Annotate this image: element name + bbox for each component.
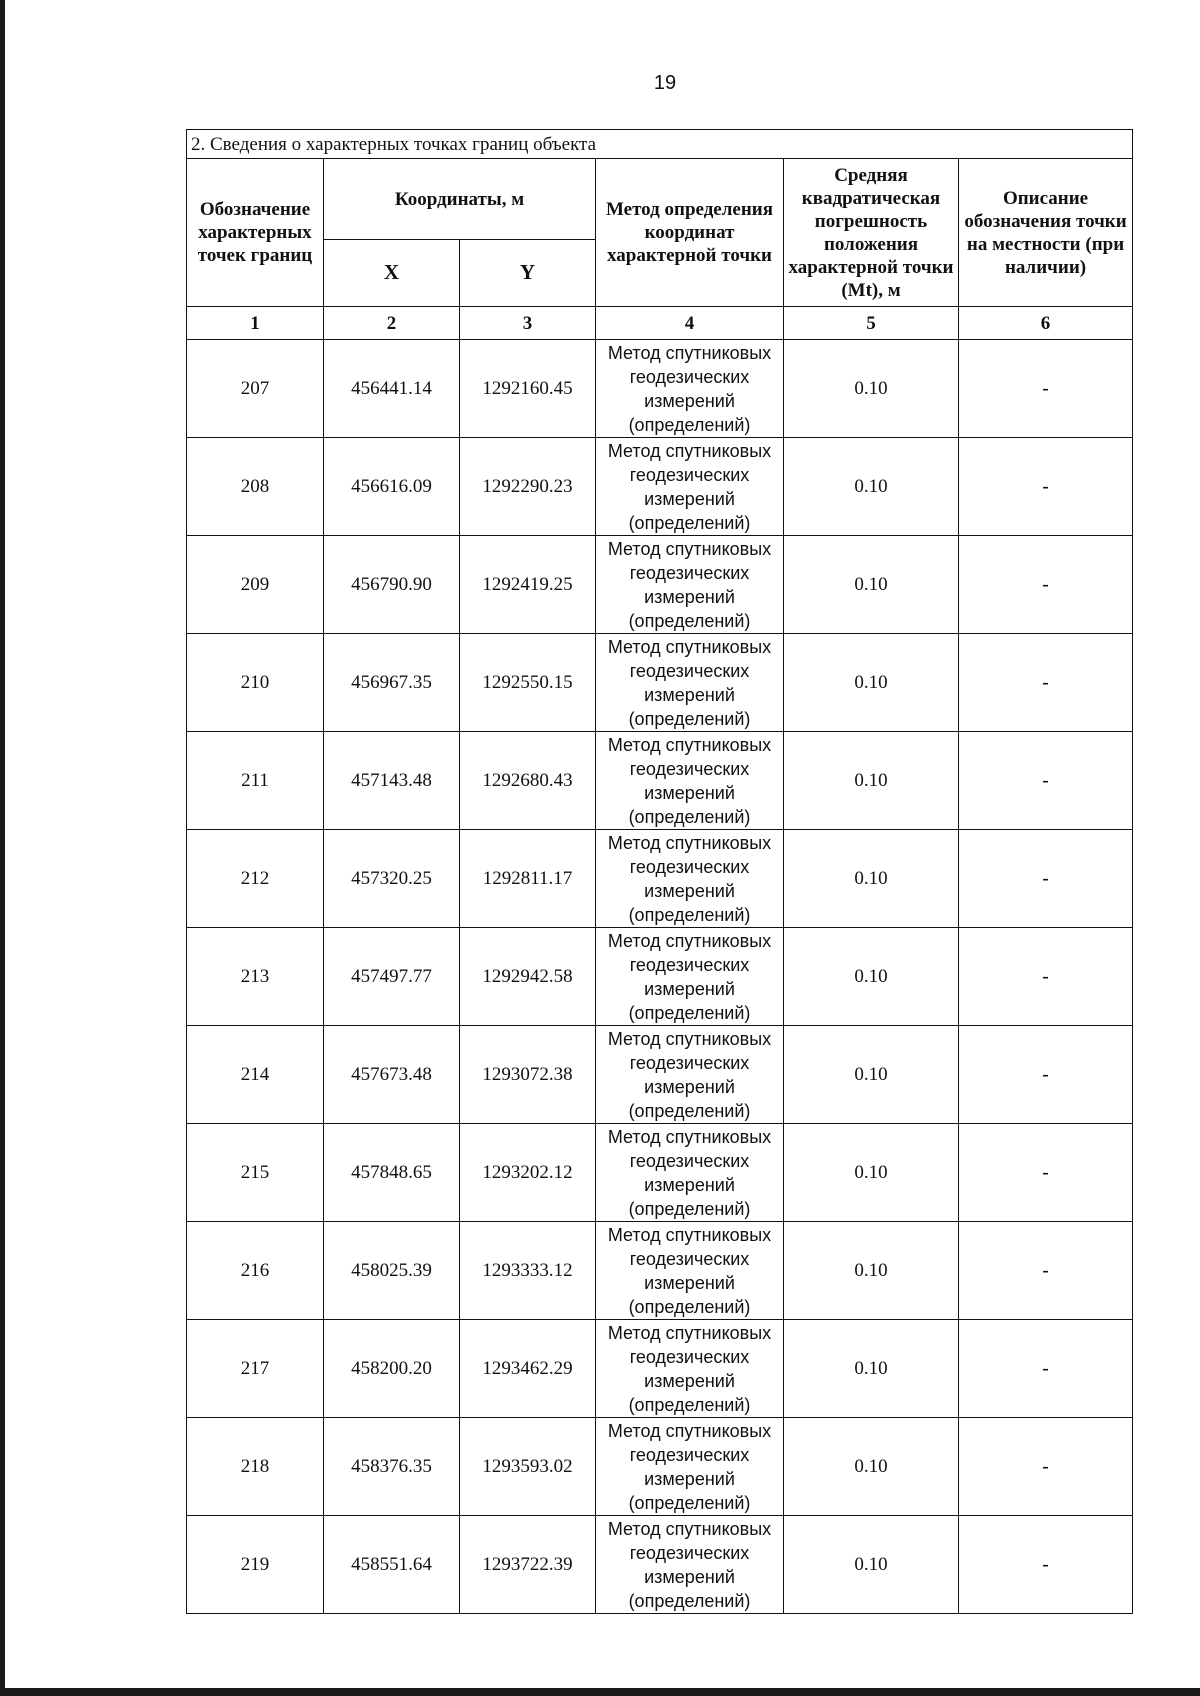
description-cell: - [959, 1124, 1133, 1222]
point-id: 217 [187, 1320, 324, 1418]
header-x-label: X [383, 260, 400, 284]
coord-x: 458376.35 [324, 1418, 460, 1516]
header-point-designation: Обозначение характерных точек границ [187, 159, 324, 307]
coord-x: 457143.48 [324, 732, 460, 830]
description-cell: - [959, 1320, 1133, 1418]
mean-error: 0.10 [784, 438, 959, 536]
coord-y: 1293593.02 [460, 1418, 596, 1516]
method-cell: Метод спутниковых геодезических измерений (определений) [596, 438, 784, 536]
point-id: 214 [187, 1026, 324, 1124]
coord-y: 1292290.23 [460, 438, 596, 536]
mean-error: 0.10 [784, 1516, 959, 1614]
coord-x: 457673.48 [324, 1026, 460, 1124]
boundary-points-table [186, 129, 1133, 1614]
column-number: 3 [460, 307, 596, 340]
table-row [187, 1516, 1133, 1614]
coord-x: 458551.64 [324, 1516, 460, 1614]
table-row [187, 1124, 1133, 1222]
coord-x: 458025.39 [324, 1222, 460, 1320]
method-cell: Метод спутниковых геодезических измерений (определений) [596, 928, 784, 1026]
table-row [187, 340, 1133, 438]
coord-y: 1292811.17 [460, 830, 596, 928]
description-cell: - [959, 1418, 1133, 1516]
point-id: 207 [187, 340, 324, 438]
table-row [187, 1320, 1133, 1418]
column-number: 5 [784, 307, 959, 340]
coord-y: 1293072.38 [460, 1026, 596, 1124]
coord-x: 456441.14 [324, 340, 460, 438]
mean-error: 0.10 [784, 1124, 959, 1222]
coord-y: 1293462.29 [460, 1320, 596, 1418]
header-description: Описание обозначения точки на местности (при наличии) [959, 159, 1133, 307]
description-cell: - [959, 536, 1133, 634]
coord-x: 456616.09 [324, 438, 460, 536]
description-cell: - [959, 634, 1133, 732]
column-number: 6 [959, 307, 1133, 340]
point-id: 208 [187, 438, 324, 536]
header-coordinates: Координаты, м [324, 159, 596, 240]
description-cell: - [959, 1222, 1133, 1320]
method-cell: Метод спутниковых геодезических измерений (определений) [596, 732, 784, 830]
method-cell: Метод спутниковых геодезических измерений (определений) [596, 1516, 784, 1614]
method-cell: Метод спутниковых геодезических измерений (определений) [596, 340, 784, 438]
header-y [460, 240, 596, 307]
method-cell: Метод спутниковых геодезических измерений (определений) [596, 634, 784, 732]
mean-error: 0.10 [784, 1320, 959, 1418]
method-cell: Метод спутниковых геодезических измерений (определений) [596, 1222, 784, 1320]
method-cell: Метод спутниковых геодезических измерений (определений) [596, 1418, 784, 1516]
coord-y: 1292680.43 [460, 732, 596, 830]
point-id: 211 [187, 732, 324, 830]
mean-error: 0.10 [784, 634, 959, 732]
method-cell: Метод спутниковых геодезических измерений (определений) [596, 830, 784, 928]
mean-error: 0.10 [784, 1418, 959, 1516]
header-y-label: Y [519, 260, 536, 284]
header-x [324, 240, 460, 307]
coord-x: 457320.25 [324, 830, 460, 928]
method-cell: Метод спутниковых геодезических измерений (определений) [596, 536, 784, 634]
column-number-row [187, 307, 1133, 340]
coord-y: 1293333.12 [460, 1222, 596, 1320]
point-id: 215 [187, 1124, 324, 1222]
description-cell: - [959, 438, 1133, 536]
coord-y: 1292419.25 [460, 536, 596, 634]
table-row [187, 928, 1133, 1026]
scan-edge-bottom [0, 1688, 1200, 1696]
column-number: 4 [596, 307, 784, 340]
method-cell: Метод спутниковых геодезических измерений (определений) [596, 1026, 784, 1124]
table-row [187, 536, 1133, 634]
point-id: 210 [187, 634, 324, 732]
point-id: 213 [187, 928, 324, 1026]
coord-y: 1292160.45 [460, 340, 596, 438]
description-cell: - [959, 1516, 1133, 1614]
table-row [187, 732, 1133, 830]
section-title: 2. Сведения о характерных точках границ объекта [187, 130, 1133, 159]
method-cell: Метод спутниковых геодезических измерений (определений) [596, 1320, 784, 1418]
mean-error: 0.10 [784, 536, 959, 634]
coord-y: 1292550.15 [460, 634, 596, 732]
table-row [187, 830, 1133, 928]
page-number: 19 [653, 72, 677, 94]
coord-x: 457497.77 [324, 928, 460, 1026]
method-cell: Метод спутниковых геодезических измерений (определений) [596, 1124, 784, 1222]
table-row [187, 634, 1133, 732]
coord-x: 456790.90 [324, 536, 460, 634]
point-id: 218 [187, 1418, 324, 1516]
description-cell: - [959, 732, 1133, 830]
table-row [187, 1222, 1133, 1320]
coord-y: 1293202.12 [460, 1124, 596, 1222]
coord-x: 457848.65 [324, 1124, 460, 1222]
header-method: Метод определения координат характерной точки [596, 159, 784, 307]
point-id: 219 [187, 1516, 324, 1614]
mean-error: 0.10 [784, 928, 959, 1026]
coord-y: 1292942.58 [460, 928, 596, 1026]
coord-x: 458200.20 [324, 1320, 460, 1418]
description-cell: - [959, 928, 1133, 1026]
table-row [187, 438, 1133, 536]
column-number: 1 [187, 307, 324, 340]
description-cell: - [959, 340, 1133, 438]
coord-y: 1293722.39 [460, 1516, 596, 1614]
point-id: 216 [187, 1222, 324, 1320]
description-cell: - [959, 830, 1133, 928]
table-row [187, 1026, 1133, 1124]
table-row [187, 1418, 1133, 1516]
mean-error: 0.10 [784, 340, 959, 438]
mean-error: 0.10 [784, 1026, 959, 1124]
point-id: 212 [187, 830, 324, 928]
mean-error: 0.10 [784, 830, 959, 928]
header-mean-error: Средняя квадратическая погрешность положения характерной точки (Mt), м [784, 159, 959, 307]
scan-edge-left [0, 0, 5, 1696]
description-cell: - [959, 1026, 1133, 1124]
coord-x: 456967.35 [324, 634, 460, 732]
mean-error: 0.10 [784, 732, 959, 830]
point-id: 209 [187, 536, 324, 634]
mean-error: 0.10 [784, 1222, 959, 1320]
column-number: 2 [324, 307, 460, 340]
